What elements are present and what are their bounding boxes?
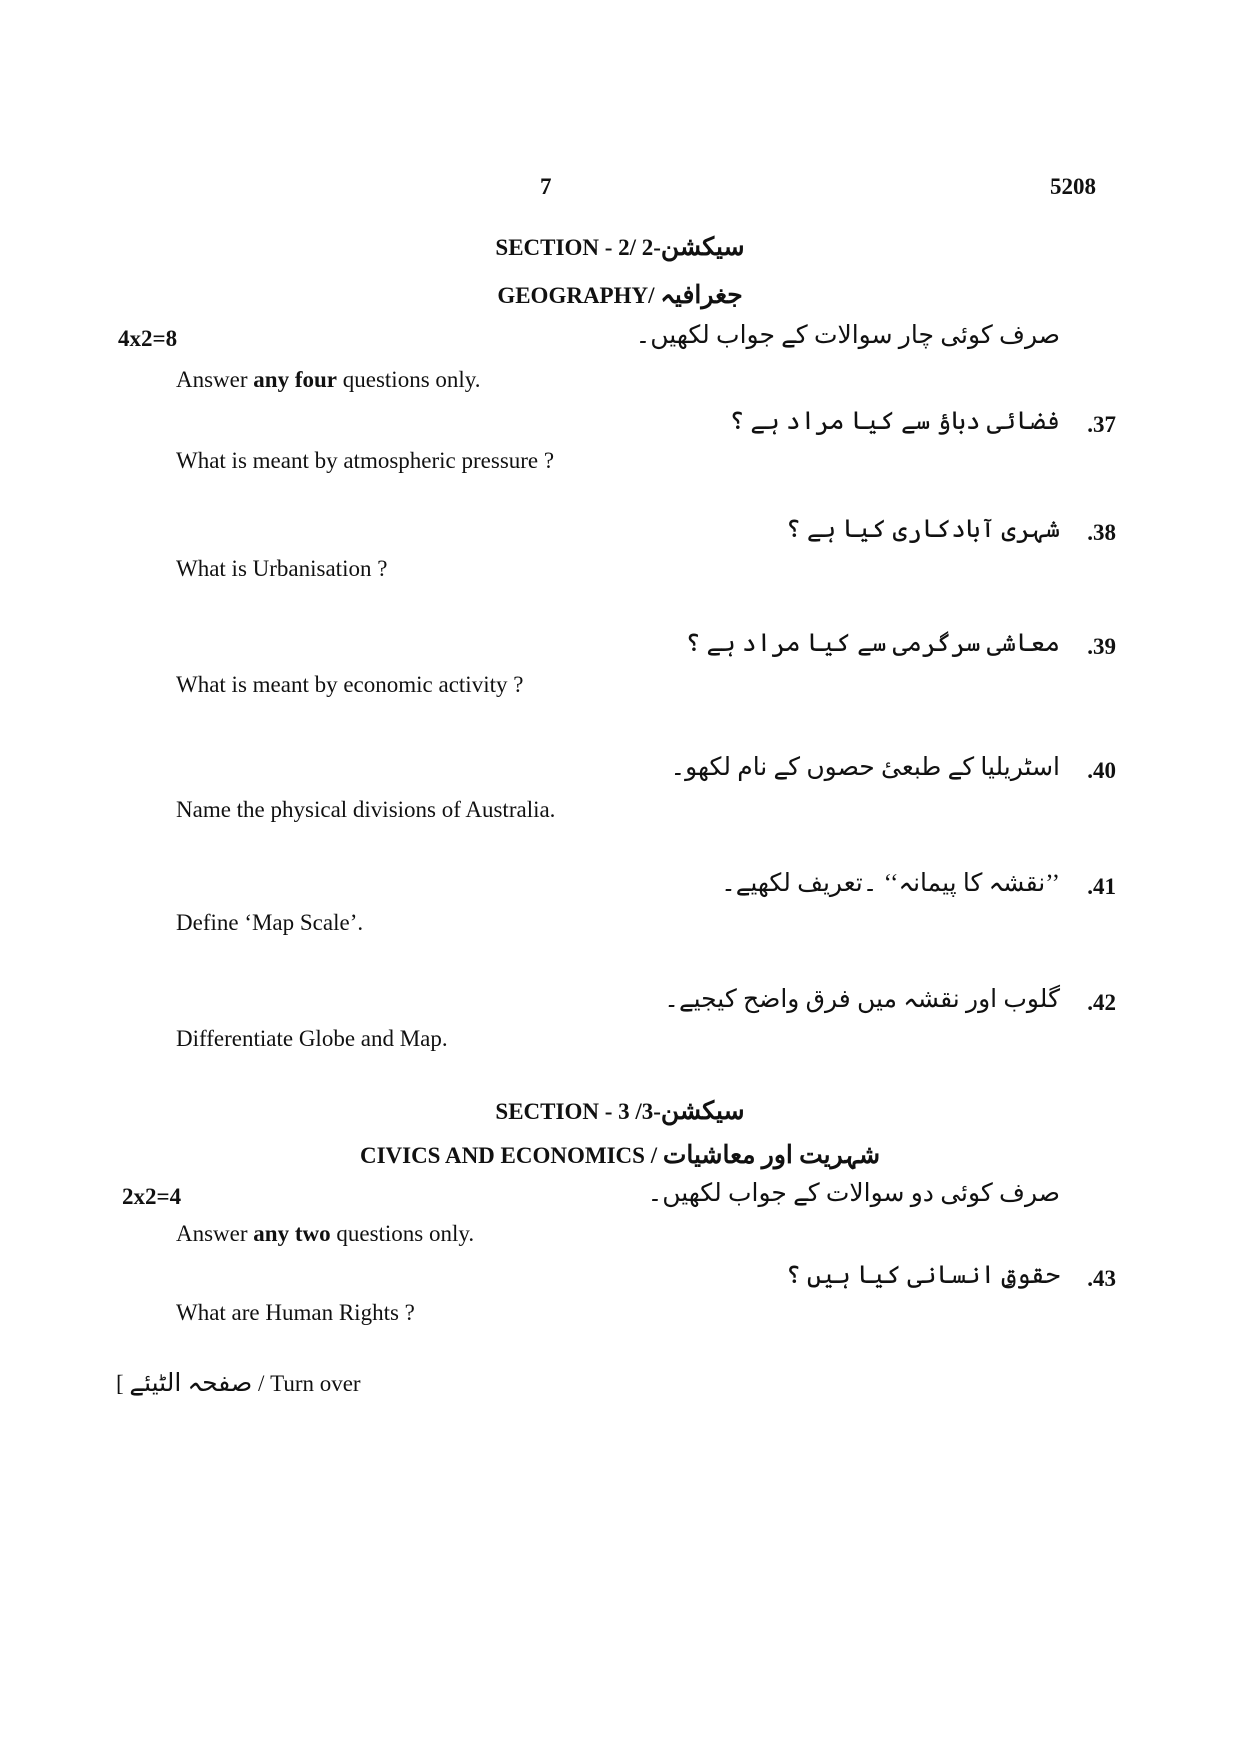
section-3-marks: 2x2=4: [122, 1184, 182, 1209]
section-3-title-ur: سیکشن: [660, 1098, 745, 1125]
section-2-instruction-en: [176, 367, 481, 393]
question-40-number: .40: [1087, 758, 1116, 783]
question-41-urdu: ’’نقشہ کا پیمانہ‘‘ ۔تعریف لکھیے۔: [721, 870, 1060, 897]
instruction-emphasis: any four: [253, 367, 337, 392]
section-2-subject-en: GEOGRAPHY/: [497, 283, 661, 308]
question-41-english: Define ‘Map Scale’.: [176, 910, 364, 935]
page-number: 7: [540, 174, 552, 199]
question-37-urdu: فضائی دباؤ سے کیا مراد ہے ؟: [729, 408, 1060, 435]
footer-bracket: [: [116, 1371, 130, 1396]
section-3-subject: [0, 1140, 1240, 1170]
section-2-title-en: SECTION - 2/ 2-: [495, 235, 661, 260]
instruction-text: Answer: [176, 1221, 254, 1246]
question-43-english: What are Human Rights ?: [176, 1300, 415, 1325]
section-2-marks: 4x2=8: [118, 326, 178, 351]
section-3-instruction-en: [176, 1221, 474, 1247]
question-38-number: .38: [1087, 520, 1116, 545]
question-37-number: .37: [1087, 412, 1116, 437]
question-41-number: .41: [1087, 874, 1116, 899]
question-40-english: Name the physical divisions of Australia.: [176, 797, 556, 822]
question-38-english: What is Urbanisation ?: [176, 556, 388, 581]
question-39-english: What is meant by economic activity ?: [176, 672, 524, 697]
paper-code: 5208: [1050, 174, 1096, 199]
question-42-number: .42: [1087, 990, 1116, 1015]
section-3-title-en: SECTION - 3 /3-: [495, 1099, 661, 1124]
section-2-title-ur: سیکشن: [660, 234, 745, 261]
question-37-english: What is meant by atmospheric pressure ?: [176, 448, 555, 473]
section-2-instruction-ur: صرف کوئی چار سوالات کے جواب لکھیں۔: [635, 322, 1060, 349]
instruction-text: questions only.: [330, 1221, 475, 1246]
question-39-number: .39: [1087, 634, 1116, 659]
turn-over-english: / Turn over: [252, 1371, 361, 1396]
turn-over-urdu: صفحہ الٹیئے: [129, 1370, 253, 1397]
section-3-instruction-ur: صرف کوئی دو سوالات کے جواب لکھیں۔: [647, 1180, 1060, 1207]
turn-over-footer: [116, 1368, 361, 1398]
section-2-subject: [0, 280, 1240, 310]
question-39-urdu: معاشی سرگرمی سے کیا مراد ہے ؟: [685, 630, 1060, 657]
instruction-text: questions only.: [337, 367, 481, 392]
instruction-text: Answer: [176, 367, 254, 392]
question-42-urdu: گلوب اور نقشہ میں فرق واضح کیجیے۔: [664, 986, 1060, 1013]
question-42-english: Differentiate Globe and Map.: [176, 1026, 448, 1051]
question-38-urdu: شہری آبادکاری کیا ہے ؟: [785, 516, 1060, 543]
question-43-urdu: حقوقِ انسانی کیا ہیں ؟: [785, 1262, 1060, 1289]
section-2-title: [0, 232, 1240, 262]
question-40-urdu: اسٹریلیا کے طبعیٔ حصوں کے نام لکھو۔: [670, 754, 1060, 781]
section-3-subject-ur: شہریت اور معاشیات: [662, 1142, 881, 1169]
section-3-title: [0, 1096, 1240, 1126]
section-2-subject-ur: جغرافیہ: [660, 282, 743, 309]
section-3-subject-en: CIVICS AND ECONOMICS /: [359, 1143, 663, 1168]
instruction-emphasis: any two: [253, 1221, 331, 1246]
question-43-number: .43: [1087, 1266, 1116, 1291]
